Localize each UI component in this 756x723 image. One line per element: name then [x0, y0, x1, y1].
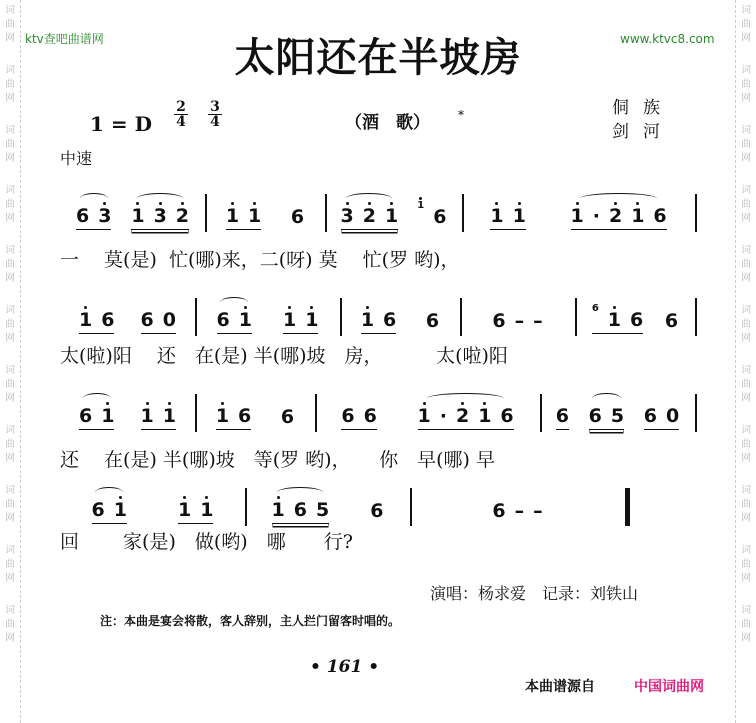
note-group: [417, 200, 447, 230]
note-group: [341, 205, 399, 230]
note-group: [490, 205, 525, 230]
measure: [581, 300, 689, 334]
watermark-char: 曲: [741, 379, 751, 390]
barline: [205, 194, 207, 232]
watermark-char: 曲: [741, 19, 751, 30]
note: 6: [500, 405, 514, 427]
watermark-char: 网: [741, 573, 751, 584]
watermark-char: 网: [741, 213, 751, 224]
note: 5: [610, 405, 625, 427]
watermark-char: 网: [741, 153, 751, 164]
watermark-char: 曲: [5, 19, 15, 30]
lyrics-line: 还 在(是) 半(哪)坡 等(罗 哟)， 你 早(哪) 早: [60, 449, 495, 471]
note: 6: [492, 310, 506, 332]
watermark-group: [2, 184, 18, 244]
note-group: [178, 499, 213, 524]
barline: [540, 394, 542, 432]
note-group: [589, 405, 624, 430]
performer-credits: 演唱：杨求爱 记录：刘铁山: [430, 584, 639, 603]
time-signature-3-4: [208, 100, 222, 129]
grace-note: 1: [417, 200, 425, 211]
note: 6: [425, 310, 440, 332]
song-title: 太阳还在半坡房: [234, 35, 522, 81]
note: 1: [570, 205, 584, 227]
watermark-char: 网: [5, 273, 15, 284]
slur: [592, 393, 620, 404]
note: 3: [340, 205, 354, 227]
watermark-char: 网: [5, 33, 15, 44]
measure: [466, 300, 569, 334]
note: 3: [98, 205, 112, 227]
note-group: [216, 405, 251, 430]
source-site-link[interactable]: 中国词曲网: [634, 679, 704, 695]
note-group: [79, 309, 114, 334]
measure: [66, 490, 239, 524]
watermark-char: 网: [741, 633, 751, 644]
barline: [575, 298, 577, 336]
barline: [340, 298, 342, 336]
slur: [427, 393, 504, 404]
source-label: 本曲谱源自: [525, 679, 595, 695]
watermark-char: 曲: [5, 499, 15, 510]
note: 6: [433, 206, 447, 228]
watermark-group: [738, 304, 754, 364]
watermark-group: [2, 364, 18, 424]
watermark-char: 曲: [741, 259, 751, 270]
watermark-group: [2, 424, 18, 484]
footnote: 注：本曲是宴会将散，客人辞别，主人拦门留客时唱的。: [100, 614, 401, 628]
note: 6: [664, 310, 679, 332]
watermark-group: [738, 484, 754, 544]
note: 6: [140, 309, 154, 331]
measure: [201, 300, 334, 334]
note: ·: [439, 405, 447, 427]
note: 1: [512, 205, 526, 227]
lyrics-line: 一 莫(是) 忙(哪)来，二(呀) 莫 忙(罗 哟)，: [60, 249, 460, 271]
watermark-char: 曲: [5, 379, 15, 390]
note-group: [644, 405, 679, 430]
watermark-char: 词: [741, 305, 751, 316]
measure: [346, 300, 454, 334]
watermark-char: 曲: [741, 559, 751, 570]
note: 1: [417, 405, 431, 427]
watermark-char: 网: [5, 213, 15, 224]
credits: [612, 96, 674, 144]
note: 6: [216, 309, 230, 331]
barline: [325, 194, 327, 232]
note: –: [533, 310, 543, 332]
note: 2: [608, 205, 623, 227]
watermark-char: 网: [741, 273, 751, 284]
page-number: • 161 •: [310, 657, 380, 677]
watermark-group: [738, 424, 754, 484]
watermark-char: 词: [5, 125, 15, 136]
time-den: 4: [210, 114, 220, 130]
watermark-char: 网: [741, 513, 751, 524]
note: –: [514, 500, 525, 522]
measure: [66, 196, 199, 230]
barline: [195, 298, 197, 336]
watermark-char: 网: [5, 573, 15, 584]
site-name-left: ktv查吧曲谱网: [25, 32, 104, 46]
watermark-char: 词: [5, 545, 15, 556]
measure: [416, 490, 619, 524]
barline: [195, 394, 197, 432]
watermark-char: 曲: [5, 259, 15, 270]
note: 6: [280, 406, 295, 428]
measure: [468, 196, 689, 230]
note: 1: [215, 405, 230, 427]
note-group: [291, 206, 304, 230]
watermark-char: 词: [5, 305, 15, 316]
barline: [462, 194, 464, 232]
watermark-char: 词: [5, 5, 15, 16]
watermark-char: 词: [5, 65, 15, 76]
lyrics-line: 太(啦)阳 还 在(是) 半(哪)坡 房， 太(啦)阳: [60, 345, 508, 367]
note: 2: [362, 205, 376, 227]
watermark-right: [738, 4, 754, 664]
note: 1: [305, 309, 319, 331]
note: –: [533, 500, 543, 522]
barline: [245, 488, 247, 526]
watermark-char: 词: [741, 185, 751, 196]
barline: [315, 394, 317, 432]
site-url-right: www.ktvc8.com: [620, 32, 715, 46]
note: 6: [341, 405, 355, 427]
note-group: [281, 406, 294, 430]
watermark-char: 曲: [741, 319, 751, 330]
note: 6: [75, 205, 90, 227]
measure: [66, 396, 189, 430]
note: 1: [631, 205, 645, 227]
note: 1: [271, 499, 285, 521]
watermark-char: 网: [741, 33, 751, 44]
note: 1: [248, 205, 262, 227]
watermark-char: 网: [5, 333, 15, 344]
note-group: [556, 405, 569, 430]
note: 1: [478, 405, 492, 427]
note: 1: [101, 405, 115, 427]
note-group: [272, 499, 330, 524]
watermark-char: 词: [5, 605, 15, 616]
barline: [695, 394, 697, 432]
note-group: [76, 205, 111, 230]
note: 6: [101, 309, 115, 331]
region: 剑河: [612, 122, 674, 142]
note: 5: [315, 499, 330, 521]
note: 1: [113, 499, 127, 521]
grace-note: 6: [591, 303, 599, 314]
note: 6: [630, 309, 644, 331]
barline: [695, 194, 697, 232]
watermark-group: [738, 124, 754, 184]
watermark-group: [738, 544, 754, 604]
watermark-char: 曲: [741, 79, 751, 90]
watermark-char: 词: [741, 5, 751, 16]
slur: [580, 193, 657, 204]
note: 1: [79, 309, 93, 331]
watermark-char: 词: [741, 425, 751, 436]
watermark-group: [2, 544, 18, 604]
note: 1: [238, 309, 252, 331]
watermark-char: 曲: [741, 139, 751, 150]
watermark-group: [2, 244, 18, 304]
watermark-char: 曲: [741, 199, 751, 210]
watermark-left: [2, 4, 18, 664]
watermark-char: 词: [5, 185, 15, 196]
final-barline: [625, 488, 630, 526]
note: 6: [293, 499, 307, 521]
watermark-char: 网: [741, 333, 751, 344]
watermark-char: 曲: [741, 499, 751, 510]
note-group: [418, 405, 514, 430]
watermark-char: 网: [5, 93, 15, 104]
watermark-char: 曲: [5, 79, 15, 90]
note-group: [571, 205, 667, 230]
note: 1: [225, 205, 240, 227]
measure: [66, 300, 189, 334]
barline: [695, 298, 697, 336]
watermark-char: 词: [741, 545, 751, 556]
note-group: [665, 310, 678, 334]
watermark-char: 词: [5, 245, 15, 256]
note: 0: [162, 309, 176, 331]
watermark-char: 曲: [5, 619, 15, 630]
note: 6: [588, 405, 602, 427]
note: 6: [383, 309, 397, 331]
measure: [331, 196, 456, 230]
note: 6: [290, 206, 305, 228]
measure: [546, 396, 689, 430]
watermark-char: 词: [741, 365, 751, 376]
note: 1: [283, 309, 297, 331]
watermark-char: 词: [741, 605, 751, 616]
watermark-group: [2, 484, 18, 544]
note: 1: [131, 205, 145, 227]
watermark-group: [2, 604, 18, 664]
note: 1: [162, 405, 176, 427]
note: 6: [653, 205, 667, 227]
footnote-mark: *: [458, 108, 464, 122]
watermark-char: 网: [741, 93, 751, 104]
watermark-char: 曲: [741, 619, 751, 630]
note-group: [492, 310, 542, 334]
watermark-char: 词: [741, 65, 751, 76]
divider-right: [735, 0, 736, 723]
note-group: [141, 309, 176, 334]
note-group: [217, 309, 252, 334]
note-group: [141, 405, 176, 430]
note: 6: [363, 405, 377, 427]
note-group: [492, 500, 542, 524]
note: –: [514, 310, 525, 332]
measure: [211, 196, 319, 230]
note: 6: [91, 499, 105, 521]
watermark-char: 网: [5, 633, 15, 644]
watermark-char: 曲: [5, 139, 15, 150]
watermark-char: 网: [5, 513, 15, 524]
watermark-char: 词: [741, 245, 751, 256]
watermark-char: 网: [5, 453, 15, 464]
watermark-group: [2, 124, 18, 184]
note: 1: [140, 405, 154, 427]
watermark-char: 词: [5, 365, 15, 376]
measure: [321, 396, 534, 430]
time-signature-2-4: [174, 100, 188, 129]
lyrics-line: 回 家(是) 做(哟) 哪 行?: [60, 531, 353, 553]
note: 0: [665, 405, 680, 427]
note: 6: [79, 405, 93, 427]
note-group: [226, 205, 261, 230]
ethnicity: 侗族: [612, 98, 674, 118]
note: 6: [643, 405, 657, 427]
note-group: [131, 205, 189, 230]
watermark-char: 曲: [5, 199, 15, 210]
watermark-char: 网: [5, 393, 15, 404]
note-group: [341, 405, 376, 430]
measure: [251, 490, 404, 524]
time-num: 3: [208, 100, 222, 115]
note: 1: [200, 499, 214, 521]
note-group: [591, 303, 644, 334]
note-group: [426, 310, 439, 334]
note: 2: [175, 205, 190, 227]
watermark-char: 网: [741, 453, 751, 464]
barline: [460, 298, 462, 336]
watermark-group: [738, 364, 754, 424]
watermark-char: 曲: [5, 559, 15, 570]
note: 1: [384, 205, 399, 227]
watermark-group: [2, 304, 18, 364]
note-group: [370, 500, 383, 524]
note: 2: [455, 405, 470, 427]
time-num: 2: [174, 100, 188, 115]
divider-left: [20, 0, 21, 723]
measure: [201, 396, 309, 430]
note: 6: [555, 405, 570, 427]
note: 3: [153, 205, 167, 227]
note: ·: [592, 205, 600, 227]
note: 6: [238, 405, 252, 427]
watermark-group: [738, 604, 754, 664]
note: 6: [370, 500, 384, 522]
note-group: [283, 309, 318, 334]
watermark-group: [738, 244, 754, 304]
watermark-char: 词: [5, 485, 15, 496]
note-group: [92, 499, 127, 524]
genre-label: （酒 歌）: [345, 113, 430, 133]
watermark-char: 曲: [5, 319, 15, 330]
note: 1: [360, 309, 375, 331]
watermark-char: 曲: [741, 439, 751, 450]
watermark-char: 词: [741, 125, 751, 136]
note-group: [79, 405, 114, 430]
watermark-char: 词: [5, 425, 15, 436]
watermark-char: 网: [741, 393, 751, 404]
note: 1: [490, 205, 504, 227]
note: 6: [492, 500, 506, 522]
watermark-group: [738, 184, 754, 244]
note: 1: [178, 499, 192, 521]
slur: [277, 487, 323, 498]
barline: [410, 488, 412, 526]
note-group: [361, 309, 396, 334]
time-den: 4: [176, 114, 186, 130]
note: 1: [607, 309, 622, 331]
watermark-char: 词: [741, 485, 751, 496]
key-signature: 1 = D: [90, 112, 152, 136]
tempo-marking: 中速: [60, 149, 93, 168]
watermark-char: 网: [5, 153, 15, 164]
watermark-char: 曲: [5, 439, 15, 450]
